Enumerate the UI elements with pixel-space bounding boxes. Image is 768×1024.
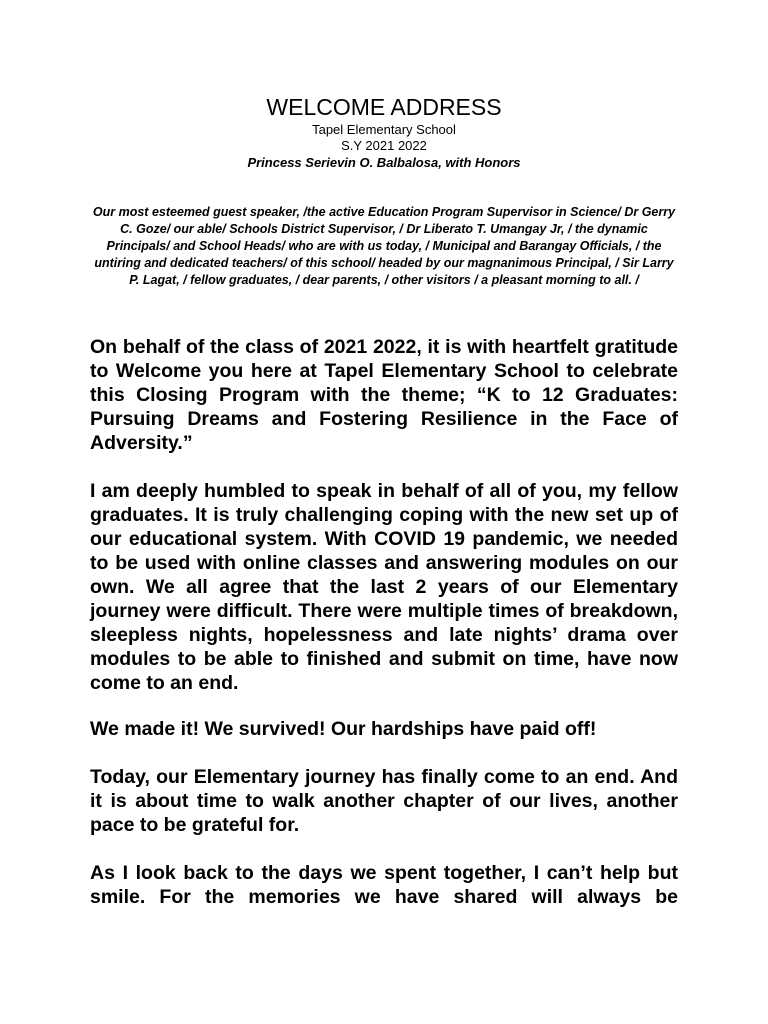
salutation-paragraph: Our most esteemed guest speaker, /the active Education Program Supervisor in Science/ Dr Gerry C. Goze/ our able/ Schools District Supervisor, / Dr Liberato T. Umangay Jr, / the dynamic Principals/ and School Heads/ who are with us today, / Municipal and Barangay Officials, / the untiring and dedicated teachers/ of this school/ headed by our magnanimous Principal, / Sir Larry P. Lagat, / fellow graduates, / dear parents, / other visitors / a pleasant morning to all. / — [92, 205, 676, 287]
author-name: Princess Serievin O. Balbalosa, with Honors — [247, 155, 521, 170]
body-paragraph-5: As I look back to the days we spent together, I can’t help but smile. For the memories we have shared will always be — [90, 862, 678, 908]
body-paragraph-2: I am deeply humbled to speak in behalf of all of you, my fellow graduates. It is truly challenging coping with the new set up of our educational system. With COVID 19 pandemic, we needed to be used with online classes and answering modules on our own. We all agree that the last 2 years of our Elementary journey were difficult. There were multiple times of breakdown, sleepless nights, hopelessness and late nights’ drama over modules to be able to finished and submit on time, have now come to an end. — [90, 480, 678, 694]
body-paragraph-1: On behalf of the class of 2021 2022, it is with heartfelt gratitude to Welcome you here at Tapel Elementary School to celebrate this Closing Program with the theme; “K to 12 Graduates: Pursuing Dreams and Fostering Resilience in the Face of Adversity.” — [90, 336, 678, 454]
school-year: S.Y 2021 2022 — [341, 138, 427, 153]
body-paragraph-4: Today, our Elementary journey has finally come to an end. And it is about time to walk another chapter of our lives, another pace to be grateful for. — [90, 766, 678, 836]
document-header — [0, 92, 768, 171]
body-paragraph-3: We made it! We survived! Our hardships have paid off! — [90, 718, 597, 740]
document-title: WELCOME ADDRESS — [266, 94, 502, 120]
school-name: Tapel Elementary School — [312, 122, 456, 137]
